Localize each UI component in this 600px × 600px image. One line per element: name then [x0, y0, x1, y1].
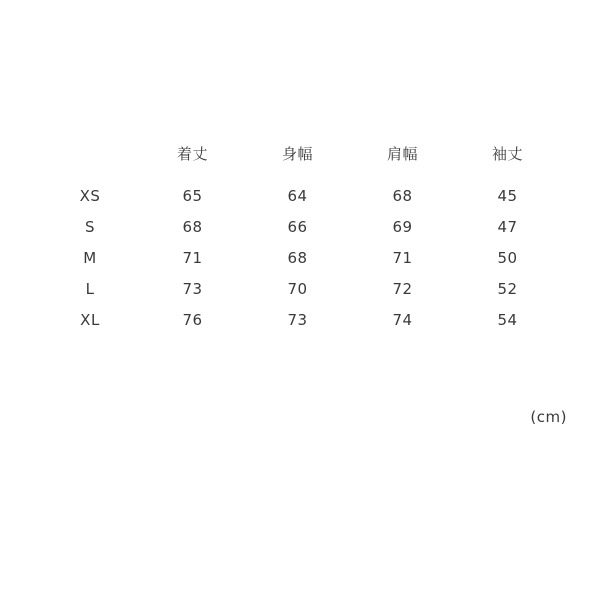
cell-xl-shoulder-width: 74 — [392, 310, 413, 329]
row-label-xl: XL — [80, 310, 100, 329]
cell-m-chest-width: 68 — [287, 248, 308, 267]
table-header — [40, 140, 560, 180]
column-header-shoulder-width: 肩幅 — [386, 144, 418, 163]
table-row — [40, 273, 560, 304]
cell-m-body-length: 71 — [182, 248, 203, 267]
row-label-l: L — [85, 279, 95, 298]
table-body — [40, 180, 560, 335]
cell-s-shoulder-width: 69 — [392, 217, 413, 236]
column-header-body-length: 着丈 — [176, 144, 208, 163]
unit-note: (cm) — [530, 408, 567, 426]
cell-xs-shoulder-width: 68 — [392, 186, 413, 205]
table-row — [40, 211, 560, 242]
row-label-m: M — [83, 248, 97, 267]
table-row — [40, 180, 560, 211]
size-chart-table — [40, 140, 560, 335]
cell-xl-sleeve-length: 54 — [497, 310, 518, 329]
row-label-s: S — [84, 217, 96, 236]
table-header-row — [40, 140, 560, 180]
cell-l-chest-width: 70 — [287, 279, 308, 298]
cell-xs-sleeve-length: 45 — [497, 186, 518, 205]
column-header-sleeve-length: 袖丈 — [491, 144, 523, 163]
cell-xl-chest-width: 73 — [287, 310, 308, 329]
cell-s-chest-width: 66 — [287, 217, 308, 236]
cell-m-shoulder-width: 71 — [392, 248, 413, 267]
cell-m-sleeve-length: 50 — [497, 248, 518, 267]
cell-l-body-length: 73 — [182, 279, 203, 298]
table-row — [40, 304, 560, 335]
cell-xs-body-length: 65 — [182, 186, 203, 205]
cell-xs-chest-width: 64 — [287, 186, 308, 205]
row-label-xs: XS — [79, 186, 101, 205]
cell-l-sleeve-length: 52 — [497, 279, 518, 298]
table-corner-cell — [40, 140, 140, 180]
cell-l-shoulder-width: 72 — [392, 279, 413, 298]
column-header-chest-width: 身幅 — [281, 144, 313, 163]
cell-s-body-length: 68 — [182, 217, 203, 236]
table-row — [40, 242, 560, 273]
cell-s-sleeve-length: 47 — [497, 217, 518, 236]
cell-xl-body-length: 76 — [182, 310, 203, 329]
